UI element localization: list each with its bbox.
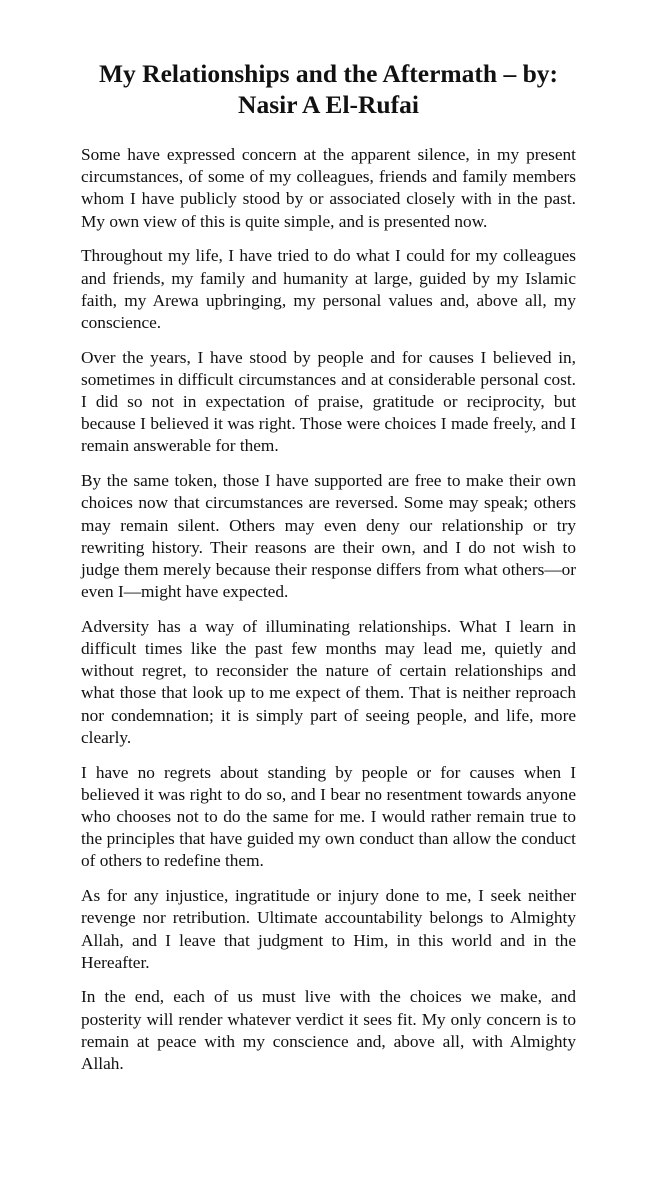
paragraph-7: As for any injustice, ingratitude or injury done to me, I seek neither revenge nor retribution. Ultimate accountability belongs to Almighty Allah, and I leave that judgment to Him, in this world and in the Hereafter.	[81, 886, 576, 972]
paragraph-1: Some have expressed concern at the apparent silence, in my present circumstances, of some of my colleagues, friends and family members whom I have publicly stood by or associated closely with in the past. My own view of this is quite simple, and is presented now.	[81, 145, 576, 231]
paragraph-6: I have no regrets about standing by people or for causes when I believed it was right to do so, and I bear no resentment towards anyone who chooses not to do the same for me. I would rather remain true to the principles that have guided my own conduct than allow the conduct of others to redefine them.	[81, 762, 576, 871]
paragraph-3: Over the years, I have stood by people and for causes I believed in, sometimes in difficult circumstances and at considerable personal cost. I did so not in expectation of praise, gratitude or reciprocity, but because I believed it was right. Those were choices I made freely, and I remain answerable for them.	[81, 347, 576, 456]
document-title	[81, 58, 576, 120]
paragraph-8: In the end, each of us must live with the choices we make, and posterity will render whatever verdict it sees fit. My only concern is to remain at peace with my conscience and, above all, with Almighty Allah.	[81, 987, 576, 1074]
paragraph-4: By the same token, those I have supported are free to make their own choices now that circumstances are reversed. Some may speak; others may remain silent. Others may even deny our relationship or try rewriting history. Their reasons are their own, and I do not wish to judge them merely because their response differs from what others—or even I—might have expected.	[81, 471, 576, 602]
paragraph-5: Adversity has a way of illuminating relationships. What I learn in difficult times like the past few months may lead me, quietly and without regret, to reconsider the nature of certain relationships and what those that look up to me expect of them. That is neither reproach nor condemnation; it is simply part of seeing people, and life, more clearly.	[81, 616, 576, 747]
paragraph-2: Throughout my life, I have tried to do what I could for my colleagues and friends, my family and humanity at large, guided by my Islamic faith, my Arewa upbringing, my personal values and, above all, my conscience.	[81, 246, 576, 332]
title-line-1: My Relationships and the Aftermath – by:	[98, 59, 558, 88]
title-line-2: Nasir A El-Rufai	[238, 90, 419, 119]
